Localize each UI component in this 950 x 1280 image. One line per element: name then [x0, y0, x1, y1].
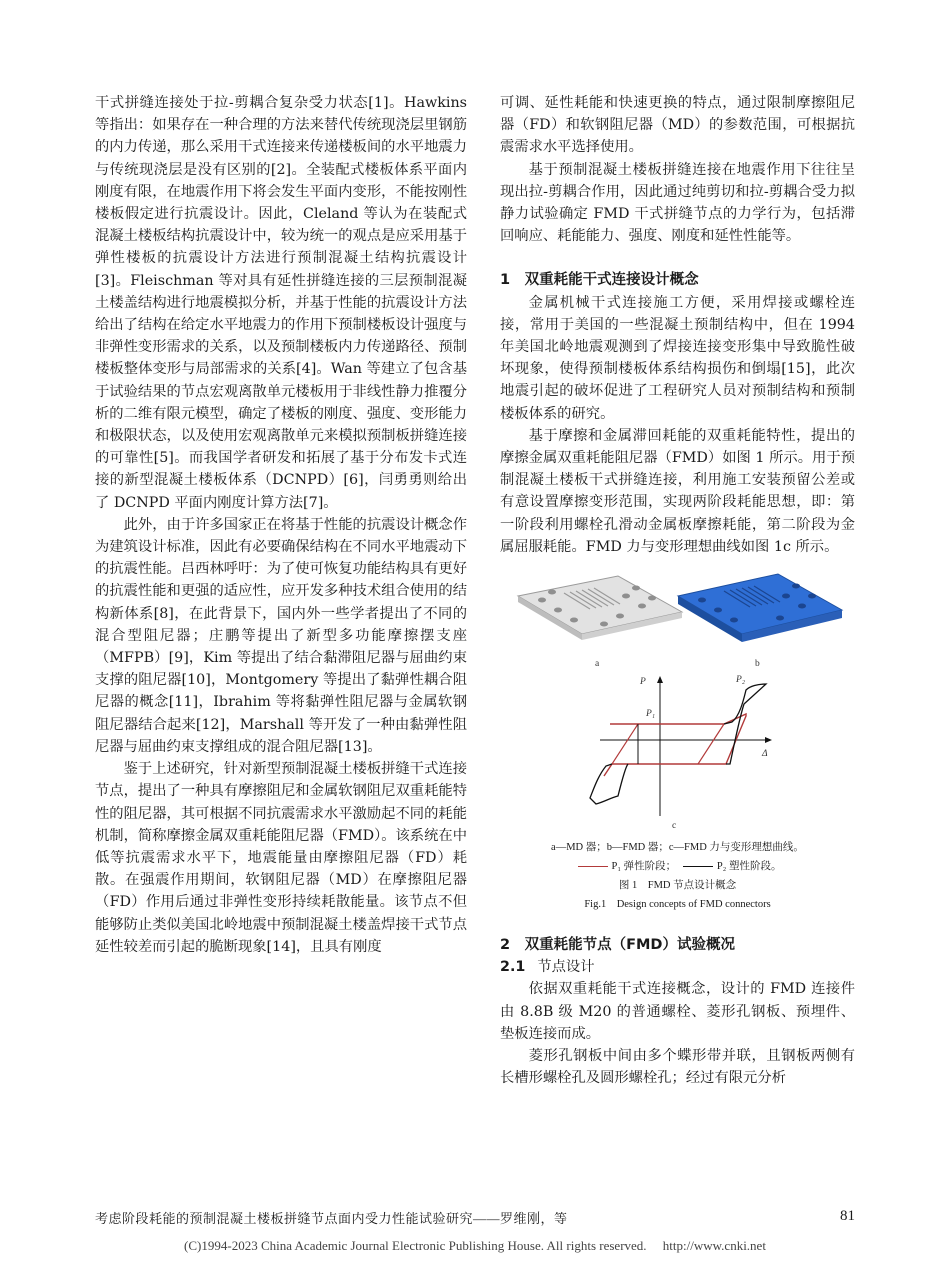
hysteresis-diagram — [590, 675, 772, 816]
figure-label-a: a — [595, 659, 600, 670]
paragraph: 干式拼缝连接处于拉-剪耦合复杂受力状态[1]。Hawkins 等指出：如果存在一种合理的方法来替代传统现浇层里钢筋的内力传递，那么采用干式连接来传递楼板间的水平地震力与传统现浇层是没有区别的[2]。全装配式楼板体系平面内刚度有限，在地震作用下将会发生平面内变形，不能按刚性楼板假定进行抗震设计。因此，Cleland 等认为在装配式混凝土楼板结构抗震设计中，较为统一的观点是应采用基于弹性楼板的抗震设计方法进行预制混凝土结构抗震设计[3]。Fleischman 等对具有延性拼缝连接的三层预制混凝土楼盖结构进行地震模拟分析，并基于性能的抗震设计方法给出了结构在给定水平地震力的作用下预制楼板设计强度与非弹性变形需求的关系，以及预制楼板内力传递路径、预制楼板整体变形与局部需求的关系[4]。Wan 等建立了包含基于试验结果的节点宏观离散单元楼板用于非线性静力推覆分析的二维有限元模型，确定了楼板的刚度、强度、变形能力和极限状态，以及使用宏观离散单元来模拟预制板拼缝连接的可靠性[5]。而我国学者研发和拓展了基于分布发卡式连接的新型混凝土楼板体系（DCNPD）[6]，闫勇勇则给出了 DCNPD 平面内刚度计算方法[7]。 — [95, 95, 467, 511]
subsection-heading — [500, 956, 855, 978]
paragraph: 菱形孔钢板中间由多个蝶形带并联，且钢板两侧有长槽形螺栓孔及圆形螺栓孔；经过有限元分析 — [500, 1048, 855, 1087]
p2-legend-line — [683, 866, 713, 867]
paragraph: 鉴于上述研究，针对新型预制混凝土楼板拼缝干式连接节点，提出了一种具有摩擦阻尼和金属软钢阻尼双重耗能特性的阻尼器，其可根据不同抗震需求水平激励起不同的耗能机制，简称摩擦金属双重耗能阻尼器（FMD）。该系统在中低等抗震需求水平下，地震能量由摩擦阻尼器（FD）耗散。在强震作用期间，软钢阻尼器（MD）在摩擦阻尼器（FD）作用后通过非弹性变形持续耗散能量。该节点不但能够防止类似美国北岭地震中预制混凝土楼盖焊接干式节点延性较差而引起的脆断现象[14]，且具有刚度 — [95, 761, 467, 955]
section-heading-2: 2 双重耗能节点（FMD）试验概况 — [500, 937, 735, 954]
figure-label-b: b — [755, 659, 760, 670]
figure-label-c: c — [672, 821, 677, 832]
copyright-notice: (C)1994-2023 China Academic Journal Electronic Publishing House. All rights reserved. http://www.cnki.net — [184, 1238, 766, 1253]
paragraph: 依据双重耗能干式连接概念，设计的 FMD 连接件由 8.8B 级 M20 的普通螺栓、菱形孔钢板、预埋件、垫板连接而成。 — [500, 981, 855, 1042]
p1-label: P₁ — [646, 709, 656, 720]
axis-delta-label: Δ — [762, 749, 768, 760]
figure-caption-notes: a—MD 器；b—FMD 器；c—FMD 力与变形理想曲线。 — [551, 842, 804, 854]
figure-caption-legend — [500, 857, 855, 876]
paragraph: 金属机械干式连接施工方便，采用焊接或螺栓连接，常用于美国的一些混凝土预制结构中，但在 1994 年美国北岭地震观测到了焊接连接变形集中导致脆性破坏现象，使得预制楼板体系结构损伤和倒塌[15]，此次地震引起的破坏促进了工程研究人员对预制结构和预制楼板体系的研究。 — [500, 294, 855, 422]
axis-p-label: P — [640, 677, 646, 688]
page-number: 81 — [840, 1208, 855, 1224]
p2-legend-label: P₂ 塑性阶段。 — [716, 861, 782, 873]
figure-title-cn: 图 1 FMD 节点设计概念 — [618, 880, 737, 892]
p2-curve-lower — [590, 764, 628, 804]
paragraph: 基于摩擦和金属滞回耗能的双重耗能特性，提出的摩擦金属双重耗能阻尼器（FMD）如图 1 所示。用于预制混凝土楼板干式拼缝连接，利用施工安装预留公差或有意设置摩擦变形范围，实现两阶段耗能思想，即：第一阶段利用螺栓孔滑动金属板摩擦耗能，第二阶段为金属屈服耗能。FMD 力与变形理想曲线如图 1c 所示。 — [500, 427, 855, 555]
left-column — [95, 92, 467, 958]
right-column — [500, 92, 855, 1089]
figure-1 — [500, 566, 855, 914]
page-footer — [95, 1208, 855, 1227]
paragraph: 此外，由于许多国家正在将基于性能的抗震设计概念作为建筑设计标准，因此有必要确保结构在不同水平地震动下的抗震性能。吕西林呼吁：为了使可恢复功能结构具有更好的抗震性能和更强的适应性，应开发多种技术组合使用的结构新体系[8]，在此背景下，国内外一些学者提出了不同的混合型阻尼器；庄鹏等提出了新型多功能摩擦摆支座（MFPB）[9]，Kim 等提出了结合黏滞阻尼器与屈曲约束支撑的阻尼器[10]，Montgomery 等提出了黏弹性耦合阻尼器的概念[11]，Ibrahim 等将黏弹性阻尼器与金属软钢阻尼器结合起来[12]，Marshall 等开发了一种由黏弹性阻尼器与屈曲约束支撑组成的混合阻尼器[13]。 — [95, 516, 467, 755]
md-damper-image — [518, 576, 682, 640]
paragraph: 可调、延性耗能和快速更换的特点，通过限制摩擦阻尼器（FD）和软钢阻尼器（MD）的参数范围，可根据抗震需求水平选择使用。 — [500, 95, 855, 156]
section-heading-1: 1 双重耗能干式连接设计概念 — [500, 272, 699, 289]
p2-label: P₂ — [736, 675, 746, 686]
paragraph: 基于预制混凝土楼板拼缝连接在地震作用下往往呈现出拉-剪耦合作用，因此通过纯剪切和拉-剪耦合受力拟静力试验确定 FMD 干式拼缝节点的力学行为，包括滞回响应、耗能能力、强度、刚度和延性性能等。 — [500, 161, 855, 245]
figure-title-en: Fig.1 Design concepts of FMD connectors — [584, 899, 771, 911]
running-title: 考虑阶段耗能的预制混凝土楼板拼缝节点面内受力性能试验研究——罗维刚，等 — [95, 1211, 568, 1226]
subsection-title: 节点设计 — [537, 959, 595, 976]
subsection-number: 2.1 — [500, 959, 526, 976]
figure-1-graphic — [500, 566, 855, 834]
p1-legend-line — [578, 866, 608, 867]
p1-legend-label: P₁ 弹性阶段； — [611, 861, 677, 873]
fmd-damper-image — [678, 574, 842, 642]
